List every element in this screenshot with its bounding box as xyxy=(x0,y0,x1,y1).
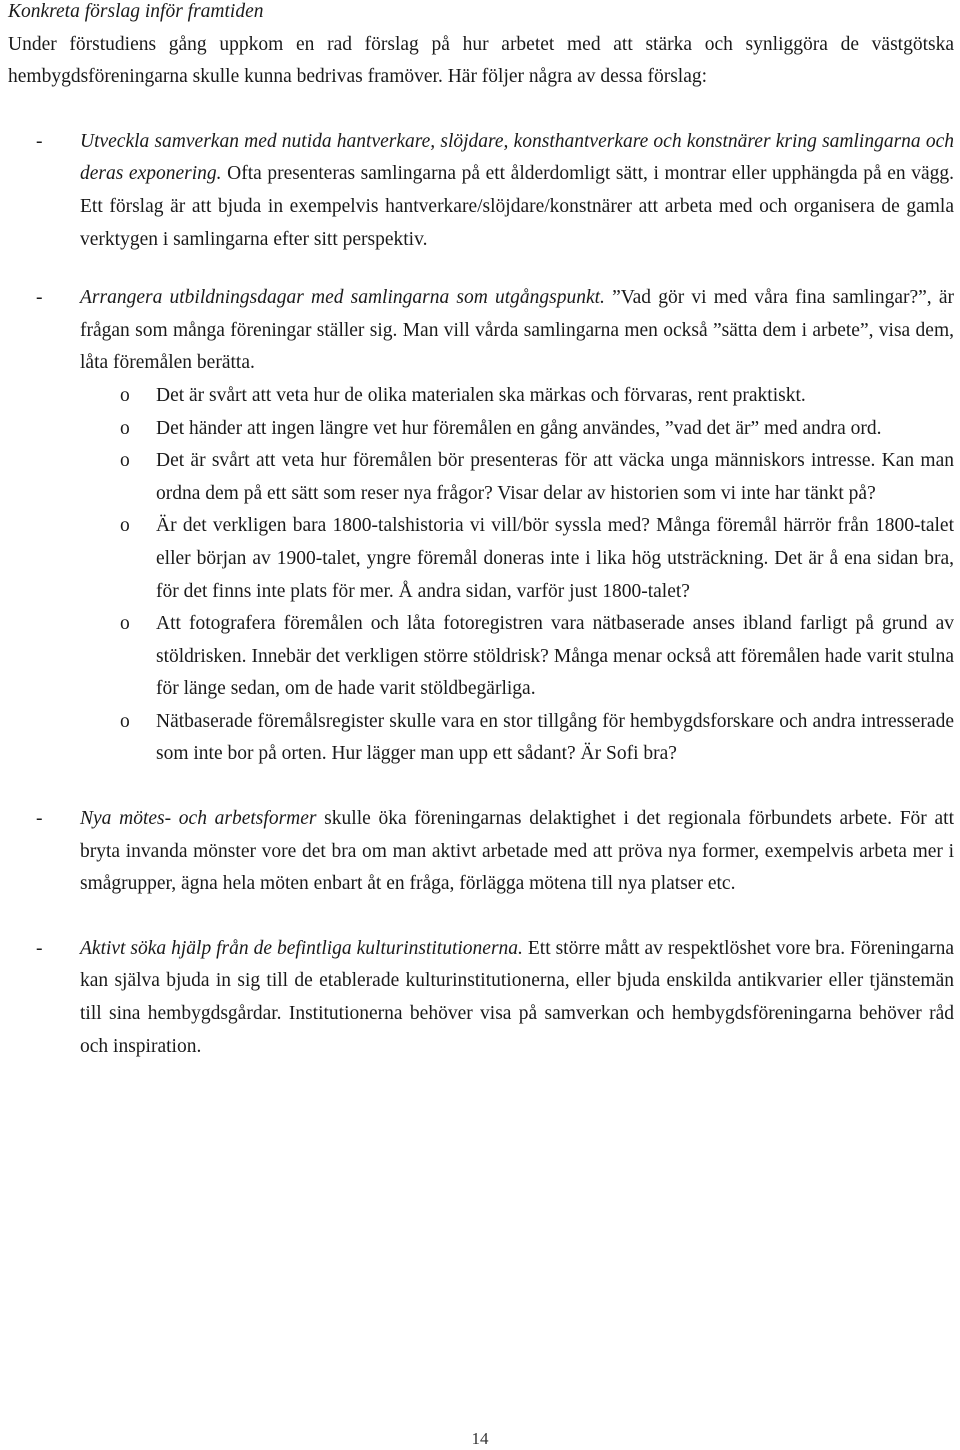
sub-bullet: o xyxy=(120,613,130,635)
spacer xyxy=(8,256,954,282)
list-item-lead: Arrangera utbildningsdagar med samlingarna som utgångspunkt. xyxy=(80,287,605,309)
document-page xyxy=(8,0,954,1063)
sub-list-item xyxy=(8,510,954,608)
sub-list-item xyxy=(8,413,954,446)
sub-list-item xyxy=(8,706,954,771)
dash-bullet: - xyxy=(36,287,43,309)
sub-list-item xyxy=(8,445,954,510)
spacer xyxy=(8,771,954,803)
sub-list-item-text: Nätbaserade föremålsregister skulle vara en stor tillgång för hembygdsforskare och andra intresserade som inte bor på orten. Hur lägger man upp ett sådant? Är Sofi bra? xyxy=(156,710,954,765)
spacer xyxy=(8,901,954,933)
sub-list-item-text: Det är svårt att veta hur de olika materialen ska märkas och förvaras, rent praktiskt. xyxy=(156,384,806,406)
sub-bullet: o xyxy=(120,384,130,406)
page-number: 14 xyxy=(471,1429,489,1448)
list-item xyxy=(8,933,954,1063)
sub-list-item-text: Är det verkligen bara 1800-talshistoria vi vill/bör syssla med? Många föremål härrör från 1800-talet eller början av 1900-talet, yngre föremål doneras inte i lika hög utsträckning. Det är å ena sidan bra, för det finns inte plats för mer. Å andra sidan, varför just 1800-talet? xyxy=(156,515,954,602)
sub-list-item-text: Att fotografera föremålen och låta fotoregistren vara nätbaserade anses ibland farligt på grund av stöldrisken. Innebär det verkligen större stöldrisk? Många menar också att föremålen hade varit stulna för länge sedan, om de hade varit stöldbegärliga. xyxy=(156,613,954,700)
sub-list-item xyxy=(8,380,954,413)
sub-bullet: o xyxy=(120,450,130,472)
list-item xyxy=(8,803,954,901)
list-item-lead: Utveckla samverkan med nutida hantverkare, slöjdare, konsthantverkare och konstnärer kring samlingarna och deras exponering. xyxy=(80,130,954,185)
list-item-text: Ett större mått av respektlöshet vore bra. Föreningarna kan själva bjuda in sig till de etablerade kulturinstitutionerna, eller bjuda enskilda antikvarier eller tjänstemän till sina hembygdsgårdar. Institutionerna behöver visa på samverkan och hembygdsföreningarna behöver råd och inspiration. xyxy=(80,937,954,1057)
list-item-lead: Nya mötes- och arbetsformer xyxy=(80,808,317,830)
list-item-text: skulle öka föreningarnas delaktighet i det regionala förbundets arbete. För att bryta invanda mönster vore det bra om man aktivt arbetade med att pröva nya former, exempelvis arbeta mer i smågrupper, ägna hela möten enbart åt en fråga, förlägga mötena till nya platser etc. xyxy=(80,808,954,895)
sub-bullet: o xyxy=(120,515,130,537)
list-item-text: ”Vad gör vi med våra fina samlingar?”, är frågan som många föreningar ställer sig. Man vill vårda samlingarna men också ”sätta dem i arbete”, visa dem, låta föremålen berätta. xyxy=(80,287,954,374)
sub-list-item-text: Det är svårt att veta hur föremålen bör presenteras för att väcka unga människors intresse. Kan man ordna dem på ett sätt som reser nya frågor? Visar delar av historien som vi inte har tänkt på? xyxy=(156,450,954,504)
dash-bullet: - xyxy=(36,808,43,830)
list-item xyxy=(8,282,954,380)
sub-list-item-text: Det händer att ingen längre vet hur föremålen en gång användes, ”vad det är” med andra ord. xyxy=(156,417,882,439)
sub-bullet: o xyxy=(120,417,130,439)
dash-bullet: - xyxy=(36,130,43,152)
list-item-lead: Aktivt söka hjälp från de befintliga kulturinstitutionerna. xyxy=(80,937,523,959)
sub-list-item xyxy=(8,608,954,706)
sub-list xyxy=(8,380,954,771)
section-heading: Konkreta förslag inför framtiden xyxy=(8,1,264,22)
sub-bullet: o xyxy=(120,710,130,732)
spacer xyxy=(8,94,954,126)
intro-paragraph: Under förstudiens gång uppkom en rad förslag på hur arbetet med att stärka och synliggöra de västgötska hembygdsföreningarna skulle kunna bedrivas framöver. Här följer några av dessa förslag: xyxy=(8,33,954,88)
dash-bullet: - xyxy=(36,937,43,959)
list-item xyxy=(8,126,954,256)
list-item-text: Ofta presenteras samlingarna på ett ålderdomligt sätt, i montrar eller upphängda på en vägg. Ett förslag är att bjuda in exempelvis hantverkare/slöjdare/konstnärer att arbeta med och organisera de gamla verktygen i samlingarna efter sitt perspektiv. xyxy=(80,163,954,250)
